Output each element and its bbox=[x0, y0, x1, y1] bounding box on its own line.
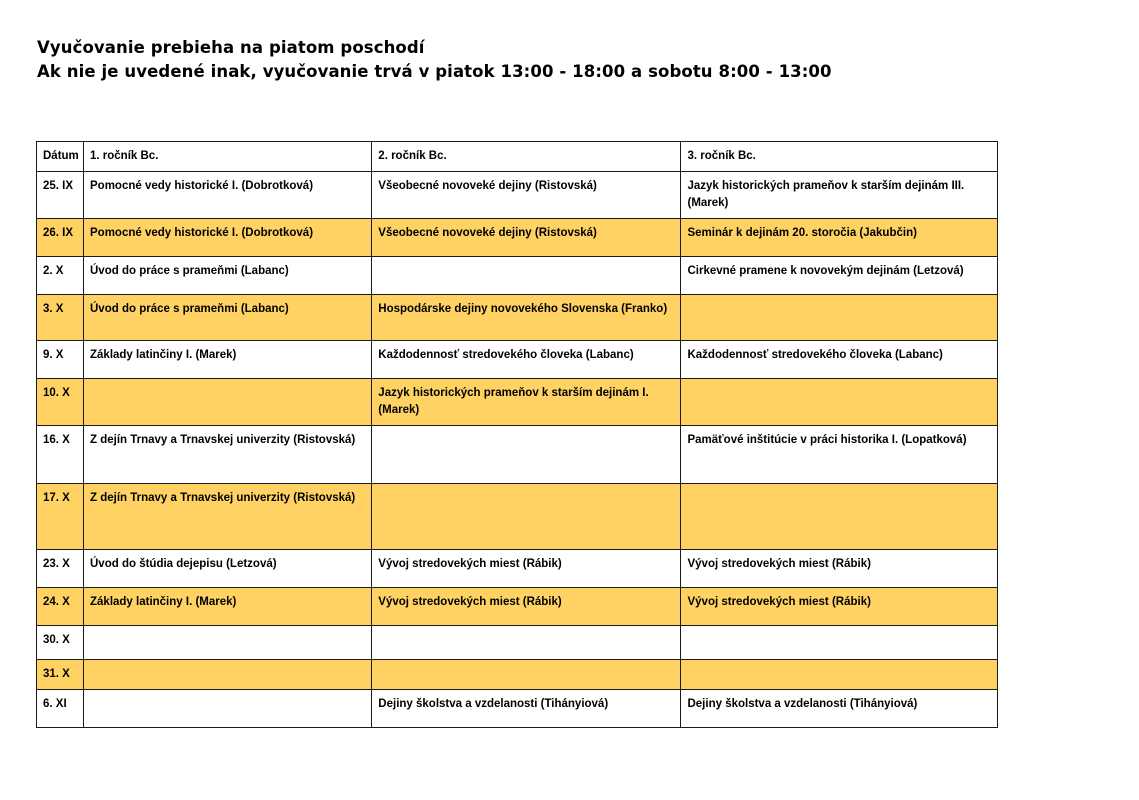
year-3-cell: Vývoj stredovekých miest (Rábik) bbox=[681, 550, 998, 588]
date-cell: 10. X bbox=[37, 379, 84, 426]
table-row bbox=[37, 690, 998, 728]
year-3-cell: Dejiny školstva a vzdelanosti (Tihányiová) bbox=[681, 690, 998, 728]
year-1-cell bbox=[84, 660, 372, 690]
year-1-cell: Z dejín Trnavy a Trnavskej univerzity (Ristovská) bbox=[84, 484, 372, 550]
date-cell: 30. X bbox=[37, 626, 84, 660]
year-2-cell: Všeobecné novoveké dejiny (Ristovská) bbox=[372, 219, 681, 257]
year-2-cell bbox=[372, 660, 681, 690]
table-row bbox=[37, 588, 998, 626]
table-row bbox=[37, 626, 998, 660]
header-year-3: 3. ročník Bc. bbox=[681, 142, 998, 172]
year-1-cell: Úvod do štúdia dejepisu (Letzová) bbox=[84, 550, 372, 588]
year-1-cell bbox=[84, 379, 372, 426]
date-cell: 26. IX bbox=[37, 219, 84, 257]
table-row bbox=[37, 426, 998, 484]
date-cell: 31. X bbox=[37, 660, 84, 690]
year-2-cell: Hospodárske dejiny novovekého Slovenska (Franko) bbox=[372, 295, 681, 341]
year-2-cell: Vývoj stredovekých miest (Rábik) bbox=[372, 550, 681, 588]
date-cell: 25. IX bbox=[37, 172, 84, 219]
year-3-cell: Pamäťové inštitúcie v práci historika I. (Lopatková) bbox=[681, 426, 998, 484]
page-heading bbox=[37, 36, 832, 84]
year-3-cell bbox=[681, 626, 998, 660]
year-1-cell: Úvod do práce s prameňmi (Labanc) bbox=[84, 295, 372, 341]
date-cell: 6. XI bbox=[37, 690, 84, 728]
year-1-cell: Pomocné vedy historické I. (Dobrotková) bbox=[84, 172, 372, 219]
year-3-cell: Vývoj stredovekých miest (Rábik) bbox=[681, 588, 998, 626]
year-3-cell: Seminár k dejinám 20. storočia (Jakubčin) bbox=[681, 219, 998, 257]
year-3-cell bbox=[681, 295, 998, 341]
header-year-2: 2. ročník Bc. bbox=[372, 142, 681, 172]
year-2-cell bbox=[372, 484, 681, 550]
year-1-cell bbox=[84, 690, 372, 728]
year-1-cell: Pomocné vedy historické I. (Dobrotková) bbox=[84, 219, 372, 257]
year-2-cell bbox=[372, 626, 681, 660]
header-date: Dátum bbox=[37, 142, 84, 172]
year-1-cell: Úvod do práce s prameňmi (Labanc) bbox=[84, 257, 372, 295]
location-note: Vyučovanie prebieha na piatom poschodí bbox=[37, 38, 425, 57]
schedule-table bbox=[36, 141, 998, 728]
date-cell: 23. X bbox=[37, 550, 84, 588]
year-1-cell bbox=[84, 626, 372, 660]
year-1-cell: Základy latinčiny I. (Marek) bbox=[84, 341, 372, 379]
date-cell: 16. X bbox=[37, 426, 84, 484]
date-cell: 17. X bbox=[37, 484, 84, 550]
year-1-cell: Z dejín Trnavy a Trnavskej univerzity (Ristovská) bbox=[84, 426, 372, 484]
year-2-cell: Vývoj stredovekých miest (Rábik) bbox=[372, 588, 681, 626]
year-3-cell: Cirkevné pramene k novovekým dejinám (Letzová) bbox=[681, 257, 998, 295]
table-row bbox=[37, 660, 998, 690]
schedule-note: Ak nie je uvedené inak, vyučovanie trvá v piatok 13:00 - 18:00 a sobotu 8:00 - 13:00 bbox=[37, 62, 832, 81]
year-3-cell bbox=[681, 660, 998, 690]
date-cell: 3. X bbox=[37, 295, 84, 341]
table-row bbox=[37, 295, 998, 341]
year-3-cell: Jazyk historických prameňov k starším dejinám III. (Marek) bbox=[681, 172, 998, 219]
date-cell: 2. X bbox=[37, 257, 84, 295]
year-2-cell: Jazyk historických prameňov k starším dejinám I. (Marek) bbox=[372, 379, 681, 426]
date-cell: 24. X bbox=[37, 588, 84, 626]
table-row bbox=[37, 550, 998, 588]
table-row bbox=[37, 484, 998, 550]
date-cell: 9. X bbox=[37, 341, 84, 379]
year-2-cell: Každodennosť stredovekého človeka (Labanc) bbox=[372, 341, 681, 379]
year-2-cell: Dejiny školstva a vzdelanosti (Tihányiová) bbox=[372, 690, 681, 728]
table-header-row bbox=[37, 142, 998, 172]
year-2-cell bbox=[372, 426, 681, 484]
year-3-cell: Každodennosť stredovekého človeka (Labanc) bbox=[681, 341, 998, 379]
table-row bbox=[37, 341, 998, 379]
year-3-cell bbox=[681, 484, 998, 550]
table-row bbox=[37, 172, 998, 219]
table-row bbox=[37, 257, 998, 295]
year-2-cell bbox=[372, 257, 681, 295]
table-row bbox=[37, 219, 998, 257]
table-row bbox=[37, 379, 998, 426]
year-2-cell: Všeobecné novoveké dejiny (Ristovská) bbox=[372, 172, 681, 219]
header-year-1: 1. ročník Bc. bbox=[84, 142, 372, 172]
year-3-cell bbox=[681, 379, 998, 426]
year-1-cell: Základy latinčiny I. (Marek) bbox=[84, 588, 372, 626]
